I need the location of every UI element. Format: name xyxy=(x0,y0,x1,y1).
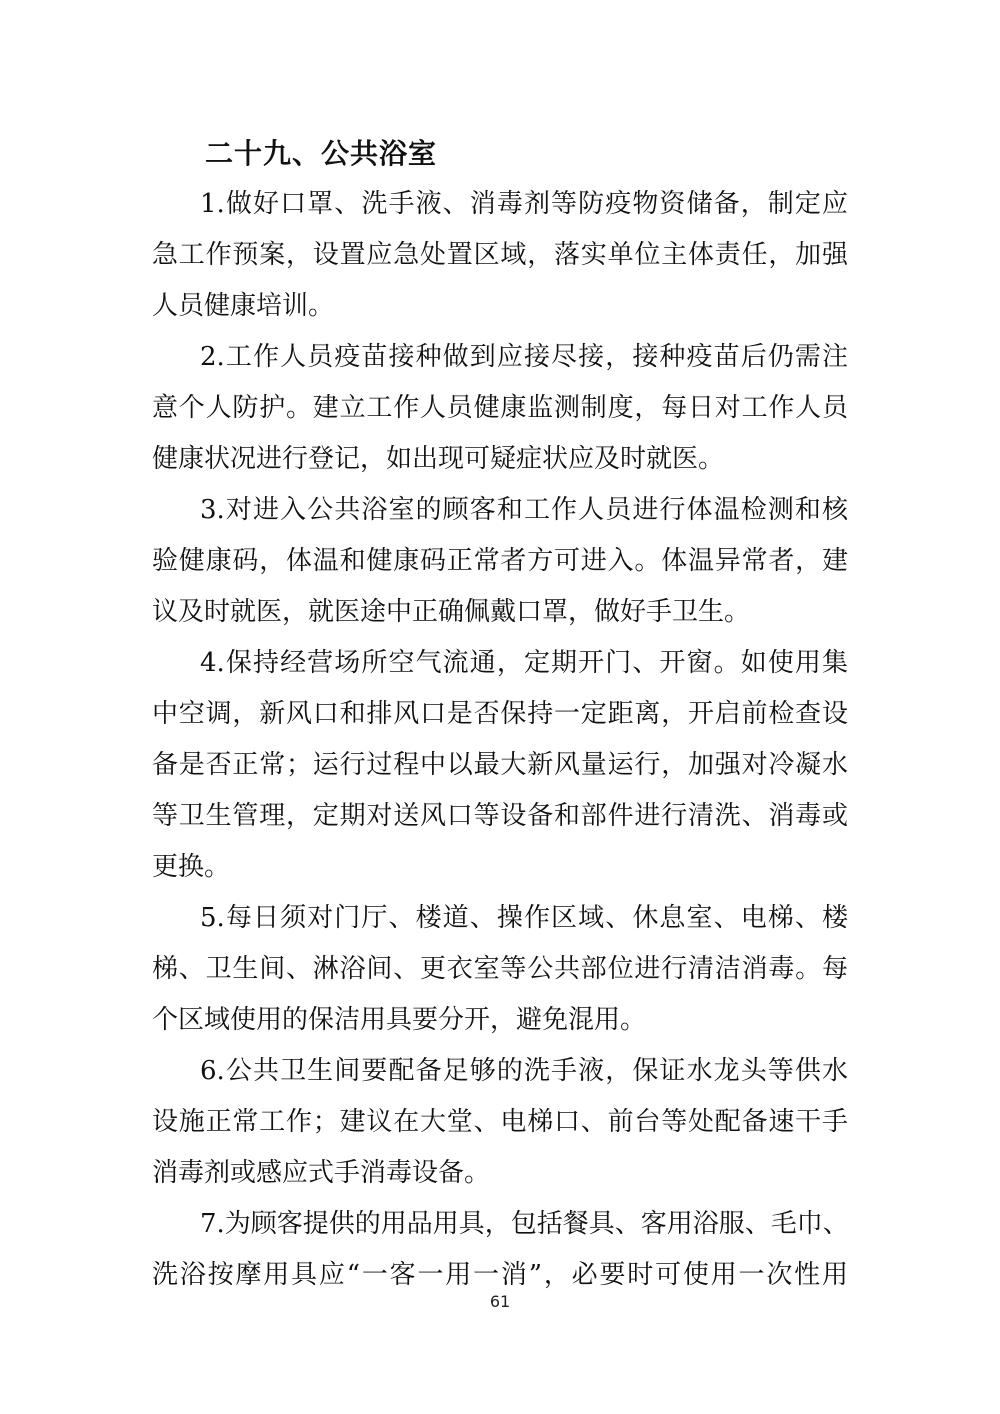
paragraph-5-line-1: 5.每日须对门厅、楼道、操作区域、休息室、电梯、楼 xyxy=(200,903,848,933)
paragraph-1-line-1: 1.做好口罩、洗手液、消毒剂等防疫物资储备，制定应 xyxy=(200,189,848,219)
paragraph-4-line-4: 等卫生管理，定期对送风口等设备和部件进行清洗、消毒或 xyxy=(152,801,848,831)
paragraph-7-line-2: 洗浴按摩用具应“一客一用一消”，必要时可使用一次性用 xyxy=(152,1260,848,1290)
paragraph-4-line-2: 中空调，新风口和排风口是否保持一定距离，开启前检查设 xyxy=(152,699,848,729)
paragraph-1-line-2: 急工作预案，设置应急处置区域，落实单位主体责任，加强 xyxy=(152,240,848,270)
paragraph-6-line-1: 6.公共卫生间要配备足够的洗手液，保证水龙头等供水 xyxy=(200,1056,848,1086)
paragraph-4-line-5: 更换。 xyxy=(152,852,231,882)
paragraph-6-line-2: 设施正常工作；建议在大堂、电梯口、前台等处配备速干手 xyxy=(152,1107,848,1137)
paragraph-7-line-1: 7.为顾客提供的用品用具，包括餐具、客用浴服、毛巾、 xyxy=(200,1209,849,1239)
paragraph-2-line-2: 意个人防护。建立工作人员健康监测制度，每日对工作人员 xyxy=(152,393,848,423)
section-heading: 二十九、公共浴室 xyxy=(205,137,438,170)
paragraph-4-line-1: 4.保持经营场所空气流通，定期开门、开窗。如使用集 xyxy=(200,648,848,678)
paragraph-3-line-2: 验健康码，体温和健康码正常者方可进入。体温异常者，建 xyxy=(152,546,848,576)
paragraph-2-line-1: 2.工作人员疫苗接种做到应接尽接，接种疫苗后仍需注 xyxy=(200,342,848,372)
paragraph-2-line-3: 健康状况进行登记，如出现可疑症状应及时就医。 xyxy=(152,444,725,474)
paragraph-5-line-2: 梯、卫生间、淋浴间、更衣室等公共部位进行清洁消毒。每 xyxy=(152,954,848,984)
paragraph-5-line-3: 个区域使用的保洁用具要分开，避免混用。 xyxy=(152,1005,647,1035)
paragraph-6-line-3: 消毒剂或感应式手消毒设备。 xyxy=(152,1158,491,1188)
page-number: 61 xyxy=(489,1292,511,1311)
paragraph-1-line-3: 人员健康培训。 xyxy=(152,291,335,321)
paragraph-4-line-3: 备是否正常；运行过程中以最大新风量运行，加强对冷凝水 xyxy=(152,750,848,780)
paragraph-3-line-3: 议及时就医，就医途中正确佩戴口罩，做好手卫生。 xyxy=(152,597,751,627)
paragraph-3-line-1: 3.对进入公共浴室的顾客和工作人员进行体温检测和核 xyxy=(200,495,848,525)
